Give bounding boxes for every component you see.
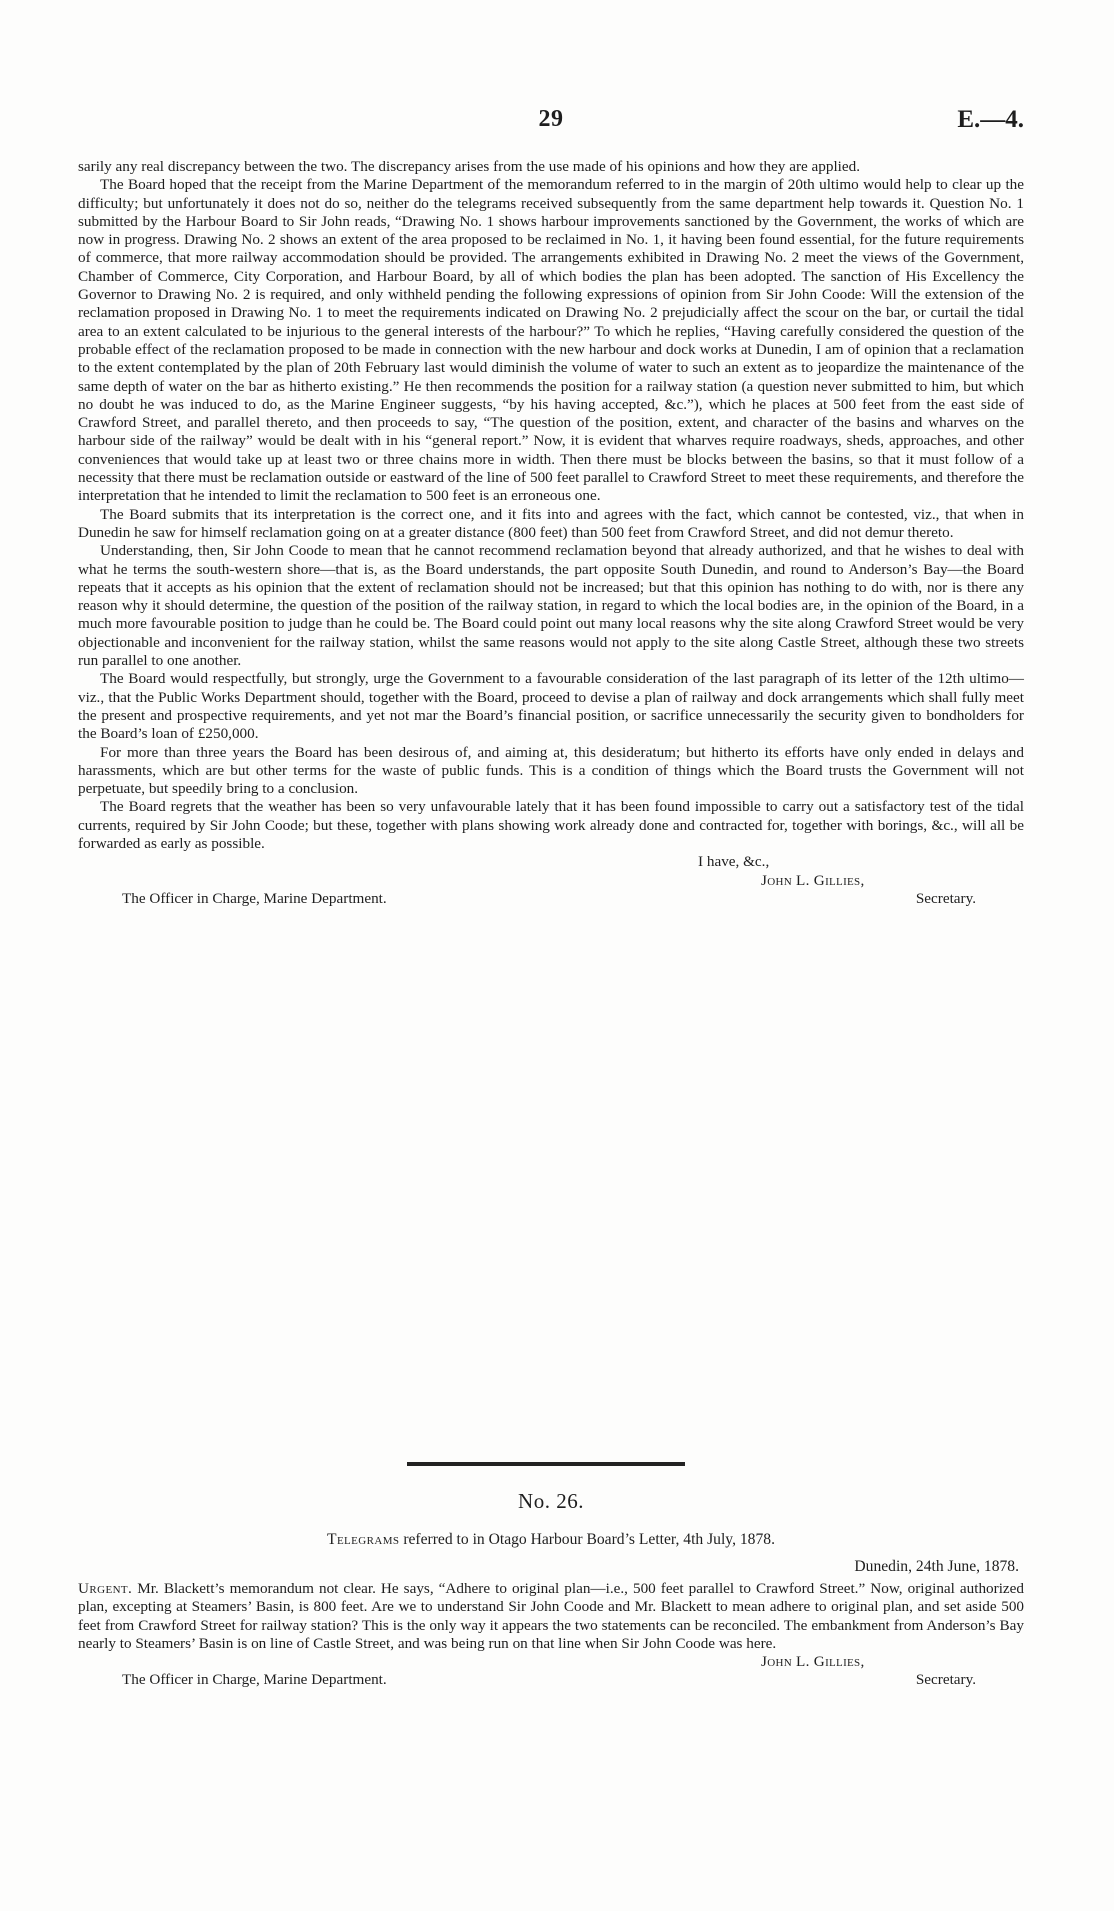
telegram-body — [78, 1580, 1024, 1690]
telegram-text: Mr. Blackett’s memorandum not clear. He says, “Adhere to original plan—i.e., 500 feet parallel to Crawford Street.” Now, original authorized plan, excepting at Steamers’ Basin, is 800 feet. Are we to understand Sir John Coode and Mr. Blackett to mean adhere to original plan, and set aside 500 feet from Crawford Street for railway station? This is the only way it appears the two statements can be reconciled. The embankment from Anderson’s Bay nearly to Steamers’ Basin is on line of Castle Street, and was being run on that line when Sir John Coode was here. — [78, 1580, 1024, 1652]
telegram-signature-line — [78, 1653, 1024, 1671]
letter-paragraph: The Board regrets that the weather has been so very unfavourable lately that it has been found impossible to carry out a satisfactory test of the tidal currents, required by Sir John Coode; but these, together with plans showing work already done and contracted for, together with borings, &c., will all be forwarded as early as possible. — [78, 798, 1024, 852]
letter-paragraph: sarily any real discrepancy between the two. The discrepancy arises from the use made of his opinions and how they are applied. — [78, 158, 861, 175]
subtitle-rest: referred to in Otago Harbour Board’s Letter, 4th July, 1878. — [399, 1531, 775, 1548]
letter-paragraph: For more than three years the Board has been desirous of, and aiming at, this desideratum; but hitherto its efforts have only ended in delays and harassments, which are but other terms for the waste of public funds. This is a condition of things which the Board trusts the Government will not perpetuate, but speedily bring to a conclusion. — [78, 743, 1024, 798]
paper-code: E.—4. — [957, 106, 1024, 133]
telegram-signature-title: Secretary. — [915, 1671, 976, 1689]
signature-title: Secretary. — [915, 889, 976, 907]
addressee: The Officer in Charge, Marine Department. — [122, 889, 387, 907]
telegram-addressee: The Officer in Charge, Marine Department. — [122, 1671, 387, 1689]
addressee-line — [78, 890, 1024, 908]
letter-body — [78, 158, 1024, 908]
closing: I have, &c., — [698, 853, 770, 871]
page-number: 29 — [538, 106, 564, 132]
letter-paragraph: Understanding, then, Sir John Coode to mean that he cannot recommend reclamation beyond that already authorized, and that he wishes to deal with what he terms the south-western shore—that is, as the Board understands, the part opposite South Dunedin, and round to Anderson’s Bay—the Board repeats that it accepts as his opinion that the extent of reclamation should not be increased; but that this opinion has nothing to do with, nor is there any reason why it should determine, the question of the position of the railway station, in regard to which the local bodies are, in the opinion of the Board, in a much more favourable position to judge than he could be. The Board could point out many local reasons why the site along Crawford Street would be very objectionable and inconvenient for the railway station, whilst the same reasons would not apply to the site along Castle Street, although these two streets run parallel to one another. — [78, 542, 1024, 670]
telegram-paragraph — [78, 1580, 1024, 1653]
letter-paragraph: The Board hoped that the receipt from the Marine Department of the memorandum referred to in the margin of 20th ultimo would help to clear up the difficulty; but unfortunately it does not do so, neither do the telegrams received subsequently from the same department help towards it. Question No. 1 submitted by the Harbour Board to Sir John reads, “Drawing No. 1 shows harbour improvements sanctioned by the Government, the works of which are now in progress. Drawing No. 2 shows an extent of the area proposed to be reclaimed in No. 1, it having been found essential, for the future requirements of commerce, that more railway accommodation should be provided. The arrangements exhibited in Drawing No. 2 meet the views of the Government, Chamber of Commerce, City Corporation, and Harbour Board, by all of which bodies the plan has been adopted. The sanction of His Excellency the Governor to Drawing No. 2 is required, and only withheld pending the following expressions of opinion from Sir John Coode: Will the extension of the reclamation proposed in Drawing No. 1 to meet the requirements indicated on Drawing No. 2 prejudicially affect the scour on the bar, or curtail the tidal area to an extent calculated to be injurious to the general interests of the harbour?” To which he replies, “Having carefully considered the question of the probable effect of the reclamation proposed to be made in connection with the new harbour and dock works at Dunedin, I am of opinion that a reclamation to the extent contemplated by the plan of 20th February last would diminish the volume of water to such an extent as to jeopardize the maintenance of the same depth of water on the bar as hitherto existing.” He then recommends the position for a railway station (a question never submitted to him, but which no doubt he was induced to do, as the Marine Engineer suggests, “by his having accepted, &c.”), which he places at 500 feet from the east side of Crawford Street, and parallel thereto, and then proceeds to say, “The question of the position, extent, and character of the basins and wharves on the harbour side of the railway” would be dealt with in his “general report.” Now, it is evident that wharves require roadways, sheds, approaches, and other conveniences that would take up at least two or three chains more in width. Then there must be blocks between the basins, so that it must follow of a necessity that there must be reclamation outside or eastward of the line of 500 feet parallel to Crawford Street to meet these requirements, and therefore the interpretation that he intended to limit the reclamation to 500 feet is an erroneous one. — [78, 176, 1024, 505]
subtitle-lead: Telegrams — [327, 1531, 400, 1548]
closing-line — [78, 853, 1024, 871]
document-number: No. 26. — [518, 1489, 584, 1513]
signature-line — [78, 872, 1024, 890]
signature-name: John L. Gillies, — [761, 871, 865, 889]
letter-paragraph: The Board would respectfully, but strongly, urge the Government to a favourable consideration of the last paragraph of its letter of the 12th ultimo—viz., that the Public Works Department should, together with the Board, proceed to devise a plan of railway and dock arrangements which shall fully meet the present and prospective requirements, and yet not mar the Board’s financial position, or sacrifice unnecessarily the security given to bondholders for the Board’s loan of £250,000. — [78, 670, 1024, 743]
telegram-addressee-line — [78, 1671, 1024, 1689]
letter-paragraph: The Board submits that its interpretation is the correct one, and it fits into and agrees with the fact, which cannot be contested, viz., that when in Dunedin he saw for himself reclamation going on at a greater distance (800 feet) than 500 feet from Crawford Street, and did not demur thereto. — [78, 505, 1024, 541]
dateline: Dunedin, 24th June, 1878. — [854, 1558, 1019, 1575]
document-subtitle — [78, 1531, 1024, 1549]
page-header — [78, 106, 1024, 136]
urgent-label: Urgent. — [78, 1580, 133, 1597]
section-divider — [407, 1462, 685, 1466]
telegram-signature-name: John L. Gillies, — [761, 1653, 865, 1671]
